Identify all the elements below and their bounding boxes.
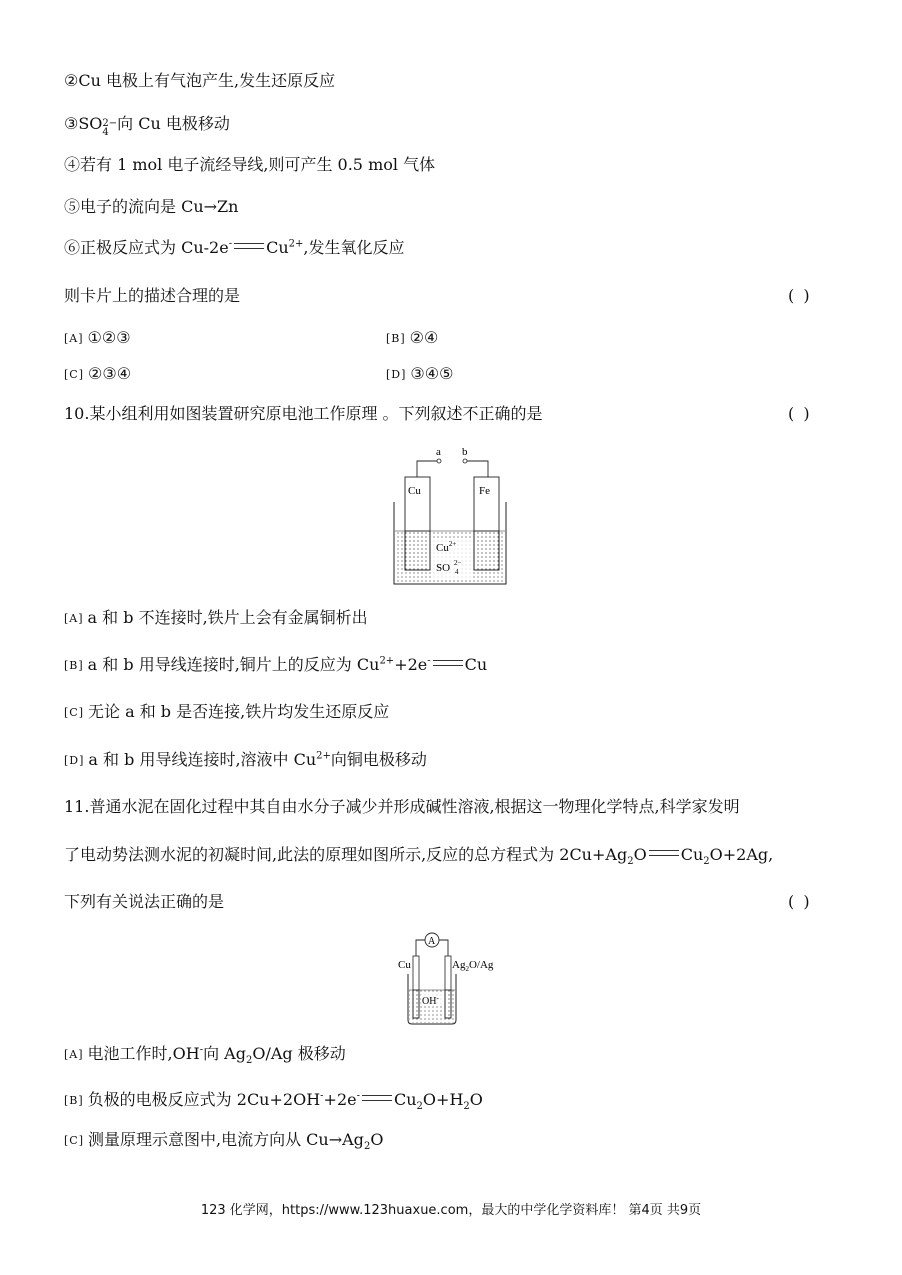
equals-sign <box>433 660 463 666</box>
q11-option-a: [A] 电池工作时,OH-向 $Ag_2O/Ag$ 极移动 <box>64 1044 346 1067</box>
q9-option-c: [C] ②③④ <box>64 364 132 383</box>
q9-option-a: [A] ①②③ <box>64 328 131 347</box>
page-footer: 123 化学网，https://www.123huaxue.com，最大的中学化学资料库！ 第4页 共9页 <box>200 1203 702 1218</box>
ag-electrode-label: Ag <box>452 959 466 971</box>
q11-stem-line-1: 11.普通水泥在固化过程中其自由水分子减少并形成碱性溶液,根据这一物理化学特点,科学家发明 <box>64 797 740 816</box>
terminal-b-label: b <box>462 446 468 458</box>
q10-answer-paren: ( ) <box>788 404 812 423</box>
q11-option-c: [C] 测量原理示意图中,电流方向从 $Cu\to Ag_2O$ <box>64 1130 384 1153</box>
svg-text:OH-: OH- <box>422 994 439 1007</box>
q10-option-a: [A] a 和 b 不连接时,铁片上会有金属铜析出 <box>64 608 368 627</box>
q9-stem: 则卡片上的描述合理的是 <box>64 286 241 305</box>
q9-item-5: ⑤电子的流向是 Cu→Zn <box>64 197 239 216</box>
q9-option-d: [D] ③④⑤ <box>386 364 454 383</box>
q10-galvanic-cell-figure <box>385 440 515 590</box>
so4-ion-subscript: 4 <box>455 568 459 576</box>
cu2-ion-label: Cu <box>436 542 449 554</box>
q11-answer-paren: ( ) <box>788 892 812 911</box>
q10-option-b: [B] a 和 b 用导线连接时,铜片上的反应为 $Cu^{2+}+2e^-$ Cu <box>64 655 488 674</box>
svg-text:SO <box>436 562 450 574</box>
equals-sign <box>234 243 264 249</box>
cu-electrode-label: Cu <box>408 485 421 497</box>
q11-option-b: [B] 负极的电极反应式为 2Cu+2OH-+2e- $Cu_2O+H_2O$ <box>64 1090 483 1113</box>
equals-sign <box>362 1095 392 1101</box>
equals-sign <box>649 850 679 856</box>
cu2-ion-charge: 2+ <box>448 540 457 548</box>
fe-electrode-label: Fe <box>479 485 490 497</box>
q9-item-4: ④若有 1 mol 电子流经导线,则可产生 0.5 mol 气体 <box>64 155 436 174</box>
so4-ion-label: SO <box>436 562 451 574</box>
q10-stem: 10.某小组利用如图装置研究原电池工作原理 。下列叙述不正确的是 <box>64 404 543 423</box>
q9-item-6: ⑥正极反应式为 Cu-2e- $Cu^{2+}$,发生氧化反应 <box>64 238 405 257</box>
so4-ion-charge: 2− <box>454 559 462 567</box>
cu-electrode-label: Cu <box>398 959 411 971</box>
oh-ion-label: OH <box>422 996 437 1007</box>
q9-option-b: [B] ②④ <box>386 328 439 347</box>
q9-item-2: ②Cu 电极上有气泡产生,发生还原反应 <box>64 71 336 90</box>
q11-stem-line-3: 下列有关说法正确的是 <box>64 892 225 911</box>
q9-answer-paren: ( ) <box>788 286 812 305</box>
q11-stem-line-2: 了电动势法测水泥的初凝时间,此法的原理如图所示,反应的总方程式为 $2Cu+Ag_2O$ $Cu_2O+2Ag$, <box>64 845 774 868</box>
ammeter-label: A <box>428 936 436 947</box>
q11-cement-cell-figure <box>396 930 511 1030</box>
q9-item-3: ③SO 2− 4 向 Cu 电极移动 <box>64 114 230 138</box>
q10-option-d: [D] a 和 b 用导线连接时,溶液中 $Cu^{2+}$向铜电极移动 <box>64 750 427 769</box>
q10-option-c: [C] 无论 a 和 b 是否连接,铁片均发生还原反应 <box>64 702 390 721</box>
terminal-a-label: a <box>436 446 441 458</box>
svg-text:Ag2O/Ag: $Ag_2O/Ag$ <box>452 959 494 973</box>
